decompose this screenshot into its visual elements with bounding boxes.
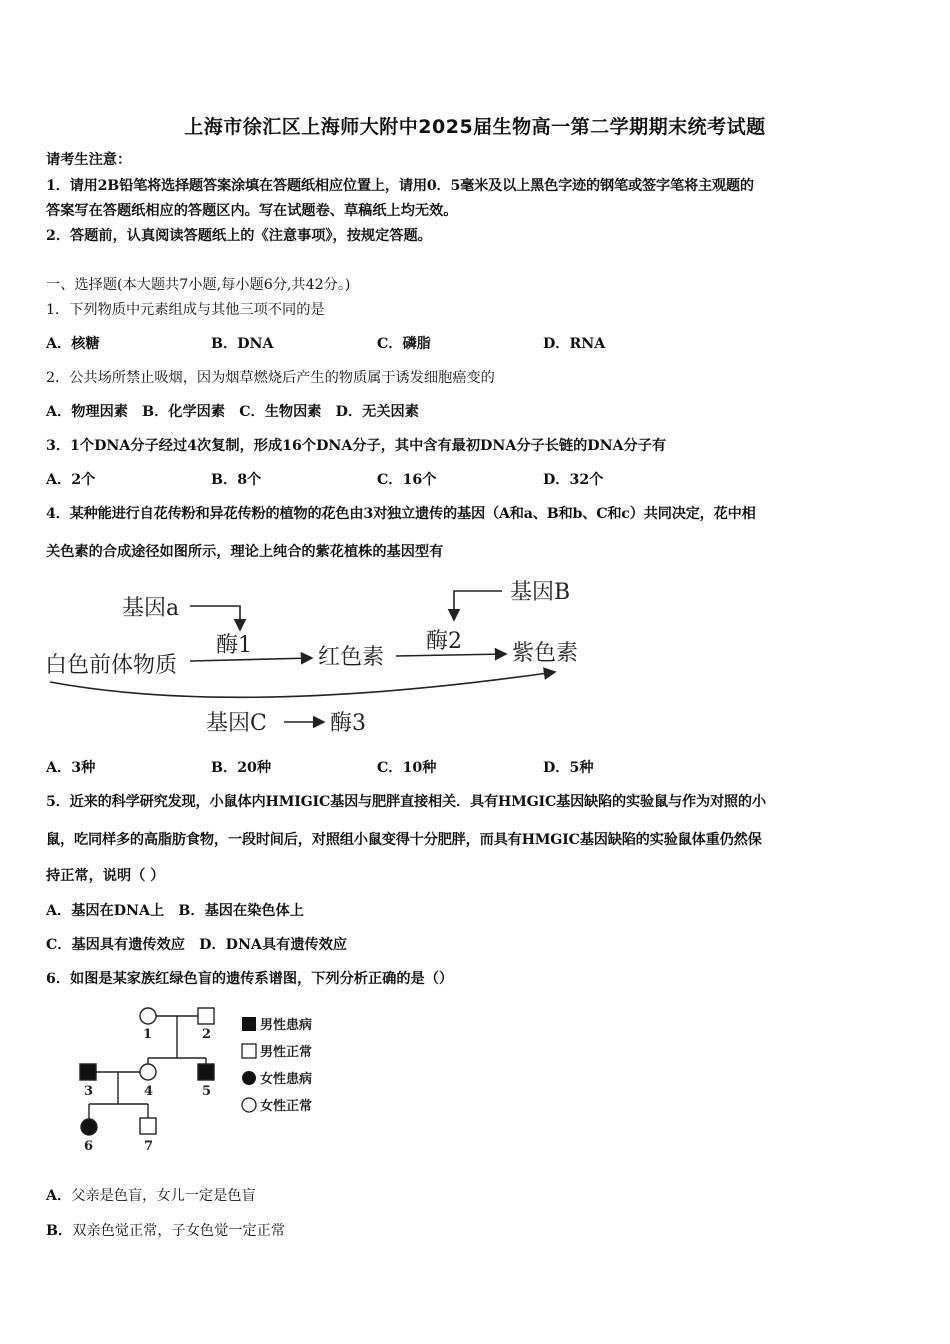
- red-pigment-label: 红色素: [318, 645, 385, 670]
- enzyme-2-arrow: [396, 654, 506, 656]
- q4-option-c: C．10种: [377, 760, 437, 776]
- exam-title: 上海市徐汇区上海师大附中2025届生物高一第二学期期末统考试题: [184, 116, 766, 138]
- pedigree-label-4: 4: [144, 1084, 154, 1099]
- pigment-pathway-diagram: [40, 572, 600, 747]
- gene-b-label: 基因B: [510, 580, 571, 605]
- legend-male-normal-symbol: [242, 1044, 256, 1058]
- q5-options-line-2: C．基因具有遗传效应 D．DNA具有遗传效应: [46, 937, 348, 953]
- purple-pigment-label: 紫色素: [512, 641, 579, 666]
- question-3-stem: 3．1个DNA分子经过4次复制，形成16个DNA分子，其中含有最初DNA分子长链的DNA分子有: [46, 438, 667, 454]
- q3-option-d: D．32个: [543, 472, 604, 488]
- pedigree-individual-2: [198, 1008, 214, 1024]
- legend-male-affected-symbol: [242, 1017, 256, 1031]
- q1-option-d: D．RNA: [543, 336, 606, 352]
- question-6-stem: 6．如图是某家族红绿色盲的遗传系谱图，下列分析正确的是（）: [46, 971, 454, 987]
- q5-options-line-1: A．基因在DNA上 B．基因在染色体上: [46, 903, 304, 919]
- gene-c-label: 基因C: [206, 711, 267, 736]
- pedigree-label-1: 1: [143, 1027, 153, 1042]
- gene-a-arrow: [190, 606, 240, 630]
- question-4-stem-a: 4．某种能进行自花传粉和异花传粉的植物的花色由3对独立遗传的基因（A和a、B和b、C和c）共同决定，花中相: [46, 506, 756, 522]
- pedigree-individual-1: [140, 1008, 156, 1024]
- notice-item-2: 2．答题前，认真阅读答题纸上的《注意事项》，按规定答题。: [46, 228, 432, 244]
- question-2-stem: 2．公共场所禁止吸烟，因为烟草燃烧后产生的物质属于诱发细胞癌变的: [46, 370, 495, 386]
- pedigree-individual-6: [81, 1119, 97, 1135]
- question-5-stem-a: 5．近来的科学研究发现，小鼠体内HMIGIC基因与肥胖直接相关．具有HMGIC基因缺陷的实验鼠与作为对照的小: [46, 794, 766, 810]
- enzyme-1-label: 酶1: [216, 633, 252, 658]
- question-5-stem-b: 鼠，吃同样多的高脂肪食物，一段时间后，对照组小鼠变得十分肥胖，而具有HMGIC基因缺陷的实验鼠体重仍然保: [46, 832, 762, 848]
- question-5-stem-c: 持正常，说明（ ）: [46, 868, 165, 884]
- pedigree-label-6: 6: [84, 1139, 94, 1154]
- legend-female-normal-symbol: [242, 1098, 256, 1112]
- notice-heading: 请考生注意：: [46, 152, 132, 168]
- legend-female-normal: 女性正常: [260, 1099, 313, 1114]
- q3-option-a: A．2个: [46, 472, 96, 488]
- pedigree-label-5: 5: [202, 1084, 212, 1099]
- pedigree-label-2: 2: [202, 1027, 212, 1042]
- section-heading: 一、选择题(本大题共7小题,每小题6分,共42分。): [46, 277, 351, 293]
- legend-male-normal: 男性正常: [260, 1045, 313, 1060]
- enzyme-1-arrow: [190, 658, 312, 661]
- q4-option-b: B．20种: [211, 760, 272, 776]
- notice-item-1b: 答案写在答题纸相应的答题区内。写在试题卷、草稿纸上均无效。: [46, 203, 458, 219]
- white-precursor-label: 白色前体物质: [45, 653, 178, 678]
- enzyme-2-label: 酶2: [426, 629, 462, 654]
- q3-option-c: C．16个: [377, 472, 437, 488]
- question-1-stem: 1．下列物质中元素组成与其他三项不同的是: [46, 302, 325, 318]
- question-4-stem-b: 关色素的合成途径如图所示，理论上纯合的紫花植株的基因型有: [46, 544, 444, 560]
- legend-female-affected: 女性患病: [260, 1072, 313, 1087]
- color-blindness-pedigree: [70, 1000, 340, 1160]
- pedigree-individual-7: [140, 1118, 156, 1134]
- q4-option-d: D．5种: [543, 760, 594, 776]
- pedigree-label-3: 3: [84, 1084, 94, 1099]
- q4-option-a: A．3种: [46, 760, 96, 776]
- pedigree-individual-4: [140, 1064, 156, 1080]
- gene-b-arrow: [454, 591, 502, 620]
- q1-option-c: C．磷脂: [377, 336, 431, 352]
- q6-option-b: B．双亲色觉正常，子女色觉一定正常: [46, 1223, 286, 1239]
- q3-option-b: B．8个: [211, 472, 262, 488]
- gene-a-label: 基因a: [122, 596, 180, 621]
- pedigree-individual-5: [198, 1064, 214, 1080]
- q2-options: A．物理因素 B．化学因素 C．生物因素 D．无关因素: [46, 404, 419, 420]
- pedigree-individual-3: [80, 1064, 96, 1080]
- q1-option-a: A．核糖: [46, 336, 100, 352]
- notice-item-1a: 1．请用2B铅笔将选择题答案涂填在答题纸相应位置上，请用0．5毫米及以上黑色字迹的钢笔或签字笔将主观题的: [46, 178, 754, 194]
- q6-option-a: A．父亲是色盲，女儿一定是色盲: [46, 1188, 256, 1204]
- pedigree-label-7: 7: [144, 1139, 154, 1154]
- legend-male-affected: 男性患病: [260, 1018, 313, 1033]
- legend-female-affected-symbol: [242, 1071, 256, 1085]
- enzyme-3-label: 酶3: [330, 711, 366, 736]
- q1-option-b: B．DNA: [211, 336, 274, 352]
